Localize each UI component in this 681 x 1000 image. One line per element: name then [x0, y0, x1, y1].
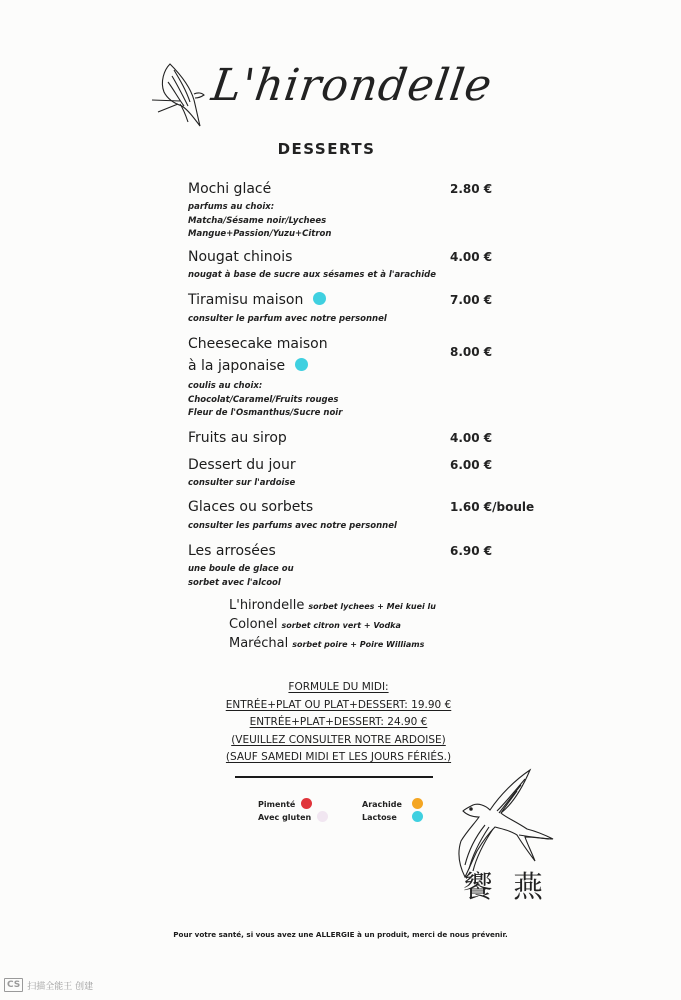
item-name: Cheesecake maison [188, 336, 328, 352]
stamp-characters: 饗 [463, 870, 493, 905]
item-desc: coulis au choix: [188, 381, 263, 391]
allergy-note: Pour votre santé, si vous avez une ALLERGIE à un produit, merci de nous prévenir. [173, 930, 508, 939]
item-desc: une boule de glace ou [188, 564, 294, 574]
lactose-dot-icon [295, 358, 308, 371]
item-name: Mochi glacé [188, 181, 272, 197]
item-name: Fruits au sirop [188, 430, 287, 446]
lactose-dot-icon [313, 292, 326, 305]
menu-item-dessert-du-jour [188, 455, 548, 491]
swallow-illustration-icon [445, 765, 560, 910]
legend-lactose [362, 811, 423, 825]
formule-line: FORMULE DU MIDI: [288, 681, 389, 693]
formule-du-midi [0, 679, 681, 767]
item-name: Les arrosées [188, 543, 276, 559]
lactose-dot-icon [412, 811, 423, 822]
formule-line: ENTRÉE+PLAT OU PLAT+DESSERT: 19.90 € [225, 698, 452, 711]
arrosee-desc: sorbet poire + Poire Williams [292, 640, 425, 649]
arrosee-name: Colonel [229, 617, 278, 632]
menu-item-cheesecake [188, 334, 548, 421]
item-name-text: Tiramisu maison [188, 292, 304, 308]
legend-label: Pimenté [258, 800, 296, 809]
menu-item-fruits [188, 428, 548, 449]
menu-item-mochi [188, 179, 548, 242]
camscanner-logo-icon: CS [4, 978, 23, 992]
arrosee-desc: sorbet lychees + Mei kuei lu [308, 602, 436, 611]
item-desc: Mangue+Passion/Yuzu+Citron [188, 229, 332, 239]
item-price: 4.00 € [450, 431, 493, 445]
item-desc: consulter sur l'ardoise [188, 478, 296, 488]
item-desc: Chocolat/Caramel/Fruits rouges [188, 394, 339, 405]
scanner-watermark [4, 978, 93, 992]
item-name [188, 290, 548, 311]
item-price: 6.00 € [450, 458, 493, 472]
item-price: 1.60 €/boule [450, 500, 535, 514]
arrosee-desc: sorbet citron vert + Vodka [281, 621, 401, 630]
watermark-text: 扫描全能王 创建 [27, 981, 94, 992]
formule-line: (SAUF SAMEDI MIDI ET LES JOURS FÉRIÉS.) [225, 751, 452, 763]
formule-line: ENTRÉE+PLAT+DESSERT: 24.90 € [249, 716, 428, 728]
legend-label: Avec gluten [258, 813, 312, 822]
arrosee-hirondelle [229, 596, 436, 616]
item-name-line2 [188, 356, 548, 377]
legend-label: Arachide [362, 800, 402, 809]
item-price: 8.00 € [450, 345, 493, 359]
menu-item-glaces [188, 497, 548, 534]
gluten-dot-icon [317, 811, 328, 822]
restaurant-logo-text: L'hirondelle [208, 60, 496, 111]
arrosee-marechal [229, 634, 424, 654]
section-title [0, 140, 681, 158]
item-price: 6.90 € [450, 544, 493, 558]
menu-item-arrosees [188, 541, 548, 590]
item-price: 7.00 € [450, 293, 493, 307]
item-desc: sorbet avec l'alcool [188, 577, 281, 588]
legend-pimente [258, 798, 312, 812]
divider [235, 776, 433, 778]
item-desc: parfums au choix: [188, 202, 275, 212]
pimente-dot-icon [301, 798, 312, 809]
arachide-dot-icon [412, 798, 423, 809]
legend-gluten [258, 811, 328, 825]
item-desc: Matcha/Sésame noir/Lychees [188, 215, 327, 226]
item-desc: Fleur de l'Osmanthus/Sucre noir [188, 408, 343, 418]
item-name-text: à la japonaise [188, 358, 286, 374]
item-desc: consulter les parfums avec notre personnel [188, 521, 397, 531]
stamp-characters-2: 燕 [513, 870, 543, 905]
item-name: Nougat chinois [188, 249, 293, 265]
legend-arachide [362, 798, 423, 812]
legend-label: Lactose [362, 813, 397, 822]
item-name: Glaces ou sorbets [188, 499, 314, 515]
arrosee-colonel [229, 615, 401, 635]
item-price: 4.00 € [450, 250, 493, 264]
arrosee-name: Maréchal [229, 636, 289, 651]
item-price: 2.80 € [450, 182, 493, 196]
formule-line: (VEUILLEZ CONSULTER NOTRE ARDOISE) [231, 733, 446, 746]
section-title-text: DESSERTS [277, 140, 376, 158]
swallow-logo-icon [150, 60, 206, 130]
item-name: Dessert du jour [188, 457, 296, 473]
arrosee-name: L'hirondelle [229, 598, 305, 613]
menu-item-tiramisu [188, 290, 548, 327]
item-desc: consulter le parfum avec notre personnel [188, 314, 387, 324]
menu-item-nougat [188, 247, 548, 283]
item-desc: nougat à base de sucre aux sésames et à l'arachide [188, 270, 436, 280]
